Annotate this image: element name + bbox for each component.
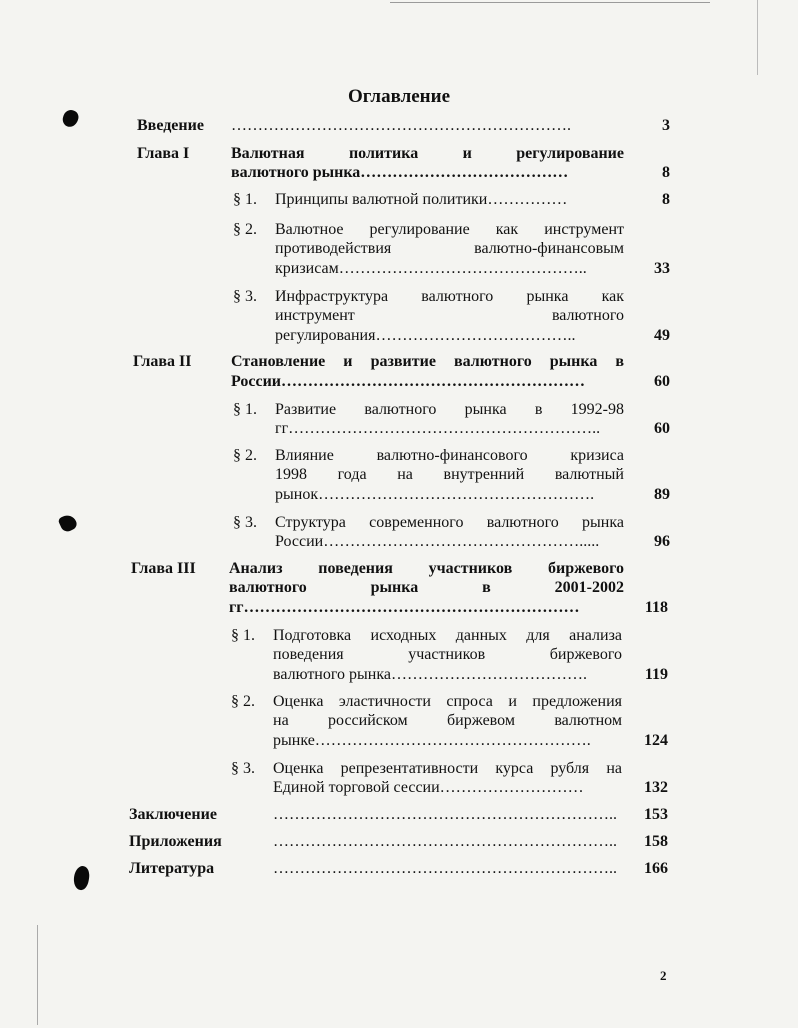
toc-ch2-s2-page: 89 bbox=[654, 486, 670, 503]
toc-ch3-s2-title-cont: на российском биржевом валютном bbox=[273, 712, 622, 729]
toc-ch3-page: 118 bbox=[644, 599, 668, 616]
toc-ch2-s2-title: Влияние валютно-финансового кризиса bbox=[275, 447, 624, 464]
toc-ch3-title: Анализ поведения участников биржевого bbox=[229, 560, 624, 577]
toc-conclusion-label: Заключение bbox=[129, 806, 217, 823]
toc-appendix-label: Приложения bbox=[129, 833, 222, 850]
toc-ch3-title-cont: валютного рынка в 2001-2002 bbox=[229, 579, 624, 596]
toc-conclusion-dots: ……………………………………………………….. bbox=[273, 806, 617, 823]
toc-ch2-s1-title-cont: гг………………………………………………….. bbox=[275, 420, 601, 437]
toc-ch3-s1-title-end: валютного рынка………………………………. bbox=[273, 666, 587, 683]
toc-ch2-s1-title: Развитие валютного рынка в 1992-98 bbox=[275, 401, 624, 418]
toc-conclusion-page: 153 bbox=[644, 806, 668, 823]
toc-ch1-s3-num: § 3. bbox=[233, 288, 257, 305]
toc-ch1-s2-title-cont: противодействия валютно-финансовым bbox=[275, 240, 624, 257]
toc-ch3-s1-page: 119 bbox=[644, 666, 668, 683]
toc-ch1-s3-title-end: регулирования……………………………….. bbox=[275, 327, 576, 344]
toc-ch2-s1-num: § 1. bbox=[233, 401, 257, 418]
toc-ch1-s2-page: 33 bbox=[654, 260, 670, 277]
toc-literature-label: Литература bbox=[129, 860, 215, 877]
toc-ch1-s1-title: Принципы валютной политики…………… bbox=[275, 191, 568, 208]
toc-ch1-title-cont: валютного рынка………………………………… bbox=[231, 164, 569, 181]
toc-intro-page: 3 bbox=[662, 117, 670, 134]
toc-intro-dots: ………………………………………………………. bbox=[231, 117, 571, 134]
toc-ch3-s3-title-cont: Единой торговой сессии……………………… bbox=[273, 779, 584, 796]
page-number: 2 bbox=[660, 968, 667, 983]
ink-blot bbox=[72, 865, 91, 891]
toc-intro-label: Введение bbox=[137, 117, 204, 134]
toc-ch1-s2-title: Валютное регулирование как инструмент bbox=[275, 221, 624, 238]
toc-ch3-s2-title-end: рынке……………………………………………. bbox=[273, 732, 591, 749]
toc-ch2-s2-title-end: рынок……………………………………………. bbox=[275, 486, 595, 503]
toc-ch3-s1-title: Подготовка исходных данных для анализа bbox=[273, 627, 622, 644]
toc-ch2-s2-title-cont: 1998 года на внутренний валютный bbox=[275, 466, 624, 483]
toc-ch2-s1-page: 60 bbox=[654, 420, 670, 437]
toc-ch1-s3-title: Инфраструктура валютного рынка как bbox=[275, 288, 624, 305]
toc-ch1-s3-page: 49 bbox=[654, 327, 670, 344]
toc-ch3-s1-title-cont: поведения участников биржевого bbox=[273, 646, 622, 663]
toc-appendix-dots: ……………………………………………………….. bbox=[273, 833, 617, 850]
toc-literature-page: 166 bbox=[644, 860, 668, 877]
toc-ch2-s3-title: Структура современного валютного рынка bbox=[275, 514, 624, 531]
toc-ch1-s3-title-cont: инструмент валютного bbox=[275, 307, 624, 324]
toc-ch1-s1-num: § 1. bbox=[233, 191, 257, 208]
toc-ch2-s3-num: § 3. bbox=[233, 514, 257, 531]
toc-ch1-title: Валютная политика и регулирование bbox=[231, 145, 624, 162]
toc-ch2-label: Глава II bbox=[133, 353, 192, 370]
scan-edge-left bbox=[37, 925, 38, 1025]
toc-ch3-s2-page: 124 bbox=[644, 732, 668, 749]
scan-edge-right bbox=[757, 0, 758, 75]
toc-ch1-s1-page: 8 bbox=[662, 191, 670, 208]
ink-blot bbox=[57, 512, 78, 533]
toc-literature-dots: ……………………………………………………….. bbox=[273, 860, 617, 877]
toc-ch3-s2-num: § 2. bbox=[231, 693, 255, 710]
toc-ch3-s3-page: 132 bbox=[644, 779, 668, 796]
page-title: Оглавление bbox=[347, 86, 451, 107]
toc-ch1-label: Глава I bbox=[137, 145, 190, 162]
toc-ch3-s3-title: Оценка репрезентативности курса рубля на bbox=[273, 760, 622, 777]
toc-ch2-title: Становление и развитие валютного рынка в bbox=[231, 353, 624, 370]
toc-ch3-s3-num: § 3. bbox=[231, 760, 255, 777]
ink-blot bbox=[61, 108, 81, 129]
toc-ch3-s2-title: Оценка эластичности спроса и предложения bbox=[273, 693, 622, 710]
toc-ch2-s3-title-cont: России…………………………………………..... bbox=[275, 533, 600, 550]
toc-ch1-s2-title-end: кризисам……………………………………….. bbox=[275, 260, 587, 277]
toc-ch1-s2-num: § 2. bbox=[233, 221, 257, 238]
toc-ch2-title-cont: России………………………………………………… bbox=[231, 373, 586, 390]
toc-ch2-s2-num: § 2. bbox=[233, 447, 257, 464]
toc-ch2-s3-page: 96 bbox=[654, 533, 670, 550]
toc-ch1-page: 8 bbox=[662, 164, 670, 181]
toc-ch2-page: 60 bbox=[654, 373, 670, 390]
scan-edge-top bbox=[390, 2, 710, 3]
toc-ch3-label: Глава III bbox=[131, 560, 196, 577]
toc-appendix-page: 158 bbox=[644, 833, 668, 850]
toc-ch3-s1-num: § 1. bbox=[231, 627, 255, 644]
toc-ch3-title-end: гг……………………………………………………… bbox=[229, 599, 580, 616]
